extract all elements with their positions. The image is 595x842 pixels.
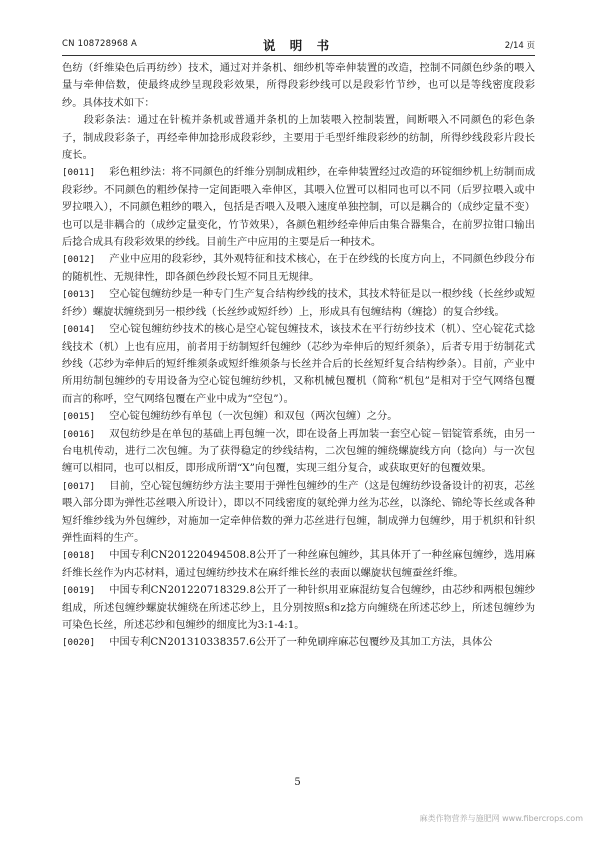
paragraph-0016: [0016] 双包纺纱是在单包的基础上再包缠一次，即在设备上再加装一套空心锭－铝锭管系统，由另一台电机传动，进行二次包缠。为了获得稳定的纱线结构，二次包缠的缠绕螺旋线方向（捻向）与一次包缠可以相同，也可以相反，即形成所谓“X”向包覆，实现三组分复合，或获取更好的包覆效果。 [62, 427, 535, 475]
paragraph-number: [0013] [62, 289, 96, 301]
paragraph-number: [0014] [62, 324, 96, 336]
header-divider [62, 55, 535, 56]
paragraph-number: [0019] [62, 585, 96, 597]
paragraph-0017: [0017] 目前，空心锭包缠纺纱方法主要用于弹性包缠纱的生产（这是包缠纺纱设备设计的初衷，芯丝喂入部分即为弹性芯丝喂入所设计），即以不同线密度的氨纶弹力丝为芯丝，以涤纶、锦纶等长丝或各种短纤维纱线为外包缠纱，对施加一定牵伸倍数的弹力芯丝进行包缠，制成弹力包缠纱，用于机织和针织弹性面料的生产。 [62, 479, 535, 544]
paragraph-0019: [0019] 中国专利CN201220718329.8公开了一种针织用亚麻混纺复合包缠纱，由芯纱和两根包缠纱组成，所述包缠纱螺旋状缠绕在所述芯纱上，且分别按照s和z捻方向缠绕在所述芯纱上，所述包缠纱为可染色长丝，所述芯纱和包缠纱的细度比为3:1-4:1。 [62, 584, 535, 631]
paragraph-0011: [0011] 彩色粗纱法：将不同颜色的纤维分别制成粗纱，在牵伸装置经过改造的环锭细纱机上纺制而成段彩纱。不同颜色的粗纱保持一定间距喂入牵伸区，其喂入位置可以相同也可以不同（后罗拉喂入或中罗拉喂入），不同颜色粗纱的喂入，包括是否喂入及喂入速度单独控制，可以是耦合的（成纱定量不变）也可以是非耦合的（成纱定量变化，竹节效果），各颜色粗纱经牵伸后由集合器集合，在前罗拉钳口输出后捻合成具有段彩效果的纱线。目前生产中应用的主要是后一种技术。 [62, 166, 535, 249]
page-number: 5 [294, 777, 301, 788]
patent-number: CN 108728968 A [62, 39, 137, 49]
paragraph-number: [0018] [62, 550, 96, 562]
paragraph-continued: 色纺（纤维染色后再纺纱）技术，通过对并条机、细纱机等牵伸装置的改造，控制不同颜色纱条的喂入量与牵伸倍数，使最终成纱呈现段彩效果，所得段彩纱线可以是段彩竹节纱，也可以是等线密度段彩纱。具体技术如下： [62, 62, 535, 109]
paragraph-number: [0012] [62, 254, 96, 266]
paragraph-0014: [0014] 空心锭包缠纺纱技术的核心是空心锭包缠技术，该技术在平行纺纱技术（机）、空心锭花式捻线技术（机）上也有应用，前者用于纺制短纤包缠纱（芯纱为牵伸后的短纤须条），后者专用于纺制花式纱线（芯纱为牵伸后的短纤维须条或短纤维须条与长丝并合后的长丝短纤复合结构纱条）。目前，产业中所用纺制包缠纱的专用设备为空心锭包缠纺纱机，又称机械包覆机（简称“机包”是相对于空气网络包覆而言的称呼，空气网络包覆在产业中成为“空包”）。 [62, 323, 535, 405]
paragraph-number: [0016] [62, 428, 96, 440]
paragraph-0018: [0018] 中国专利CN201220494508.8公开了一种丝麻包缠纱，其具体开了一种丝麻包缠纱，选用麻纤维长丝作为内芯材料，通过包缠纺纱技术在麻纤维长丝的表面以螺旋状包缠蚕丝纤维。 [62, 549, 535, 579]
paragraph-0020: [0020] 中国专利CN201310338357.6公开了一种免刷痒麻芯包覆纱及其加工方法，具体公 [62, 636, 493, 649]
paragraph-0012: [0012] 产业中应用的段彩纱，其外观特征和技术核心，在于在纱线的长度方向上，不同颜色纱段分布的随机性、无规律性，即各颜色纱段长短不同且无规律。 [62, 253, 535, 283]
document-title: 说 明 书 [262, 38, 335, 53]
page-indicator: 2/14 页 [504, 41, 535, 51]
watermark: 麻类作物营养与施肥网 www.fibercrops.com [419, 814, 583, 823]
paragraph-0015: [0015] 空心锭包缠纺纱有单包（一次包缠）和双包（两次包缠）之分。 [62, 410, 398, 423]
document-body [62, 60, 535, 652]
paragraph-number: [0017] [62, 480, 96, 492]
paragraph-number: [0015] [62, 411, 96, 423]
paragraph-number: [0011] [62, 167, 96, 179]
paragraph-number: [0020] [62, 637, 96, 649]
paragraph-0013: [0013] 空心锭包缠纺纱是一种专门生产复合结构纱线的技术，其技术特征是以一根纱线（长丝纱或短纤纱）螺旋状缠绕到另一根纱线（长丝纱或短纤纱）上，形成具有包缠结构（缠捻）的复合纱线。 [62, 288, 535, 318]
page-header [62, 36, 535, 52]
paragraph-segment-sliver: 段彩条法：通过在针梳并条机或普通并条机的上加装喂入控制装置，间断喂入不同颜色的彩色条子，制成段彩条子，再经牵伸加捻形成段彩纱，主要用于毛型纤维段彩纱的纺制，所得纱线段彩片段长度长。 [62, 114, 535, 162]
